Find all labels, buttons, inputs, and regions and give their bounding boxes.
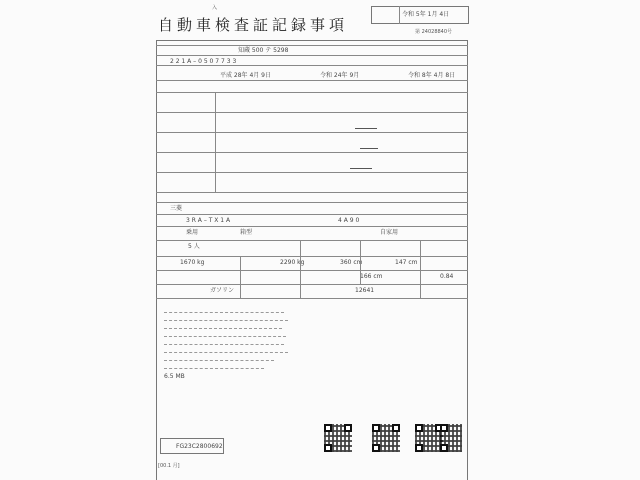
row-line-12 — [156, 214, 468, 215]
row-line-8 — [156, 152, 468, 153]
row-line-1 — [156, 45, 468, 46]
weight-1: 1670 kg — [180, 259, 205, 266]
qr-code-4 — [440, 424, 462, 452]
row-line-3 — [156, 65, 468, 66]
row-line-17 — [156, 284, 468, 285]
footer-date: [00.1 月] — [158, 463, 180, 469]
row-line-18 — [156, 298, 468, 299]
width: 147 cm — [395, 259, 418, 266]
redaction-mark-3 — [350, 168, 372, 169]
remarks-line-4 — [164, 336, 286, 337]
remarks-line-5 — [164, 344, 284, 345]
document-title: 自動車検査証記録事項 — [158, 16, 349, 34]
spec-divider-4 — [420, 240, 421, 298]
row-line-11 — [156, 202, 468, 203]
row-line-14 — [156, 240, 468, 241]
row-line-13 — [156, 226, 468, 227]
spec-divider-2 — [300, 240, 301, 298]
weight-2: 2290 kg — [280, 259, 305, 266]
row-line-5 — [156, 92, 468, 93]
qr-code-2 — [372, 424, 400, 452]
remarks-line-8 — [164, 368, 264, 369]
spec-divider-3 — [360, 240, 361, 284]
maker: 三菱 — [170, 205, 183, 212]
remarks-line-1 — [164, 312, 284, 313]
height: 166 cm — [360, 273, 383, 280]
private-business: 自家用 — [380, 229, 399, 236]
row-line-7 — [156, 132, 468, 133]
engine-model: 4 A 9 0 — [338, 217, 360, 224]
remarks-line-3 — [164, 328, 282, 329]
spec-divider-1 — [240, 256, 241, 298]
row-line-2 — [156, 55, 468, 56]
expiry-date: 令和 8年 4月 8日 — [408, 72, 456, 79]
mid-date: 令和 24年 9月 — [320, 72, 360, 79]
use: 乗用 — [186, 229, 199, 236]
length: 360 cm — [340, 259, 363, 266]
remarks-line-2 — [164, 320, 288, 321]
issue-date-divider — [399, 6, 400, 24]
remarks-line-7 — [164, 360, 274, 361]
fuel: ガソリン — [210, 287, 235, 294]
row-line-6 — [156, 112, 468, 113]
model: 3 R A – T X 1 A — [186, 217, 231, 224]
first-registration: 平成 28年 4月 9日 — [220, 72, 271, 79]
qr-code-3 — [415, 424, 443, 452]
body-shape: 箱型 — [240, 229, 253, 236]
vehicle-id: 2 2 1 A – 0 5 0 7 7 3 3 — [170, 58, 237, 65]
serial-number: 12641 — [355, 287, 375, 294]
row-line-4 — [156, 80, 468, 81]
row-line-10 — [156, 192, 468, 193]
qr-code-1 — [324, 424, 352, 452]
label-column-divider — [215, 92, 216, 192]
document-number: 第 24028840号 — [415, 29, 453, 35]
footer-code: FG23C2800692 — [176, 443, 223, 450]
header-mark: 入 — [212, 5, 218, 11]
issue-date: 令和 5年 1月 4日 — [402, 11, 450, 18]
row-line-16 — [156, 270, 468, 271]
remarks-note: 6.5 MB — [164, 373, 185, 380]
redaction-mark-2 — [360, 148, 378, 149]
row-line-15 — [156, 256, 468, 257]
displacement: 0.84 — [440, 273, 454, 280]
redaction-mark-1 — [355, 128, 377, 129]
remarks-line-6 — [164, 352, 288, 353]
registration-number: 知蔵 500 テ 5298 — [238, 47, 289, 54]
capacity: 5 人 — [188, 243, 200, 250]
row-line-9 — [156, 172, 468, 173]
